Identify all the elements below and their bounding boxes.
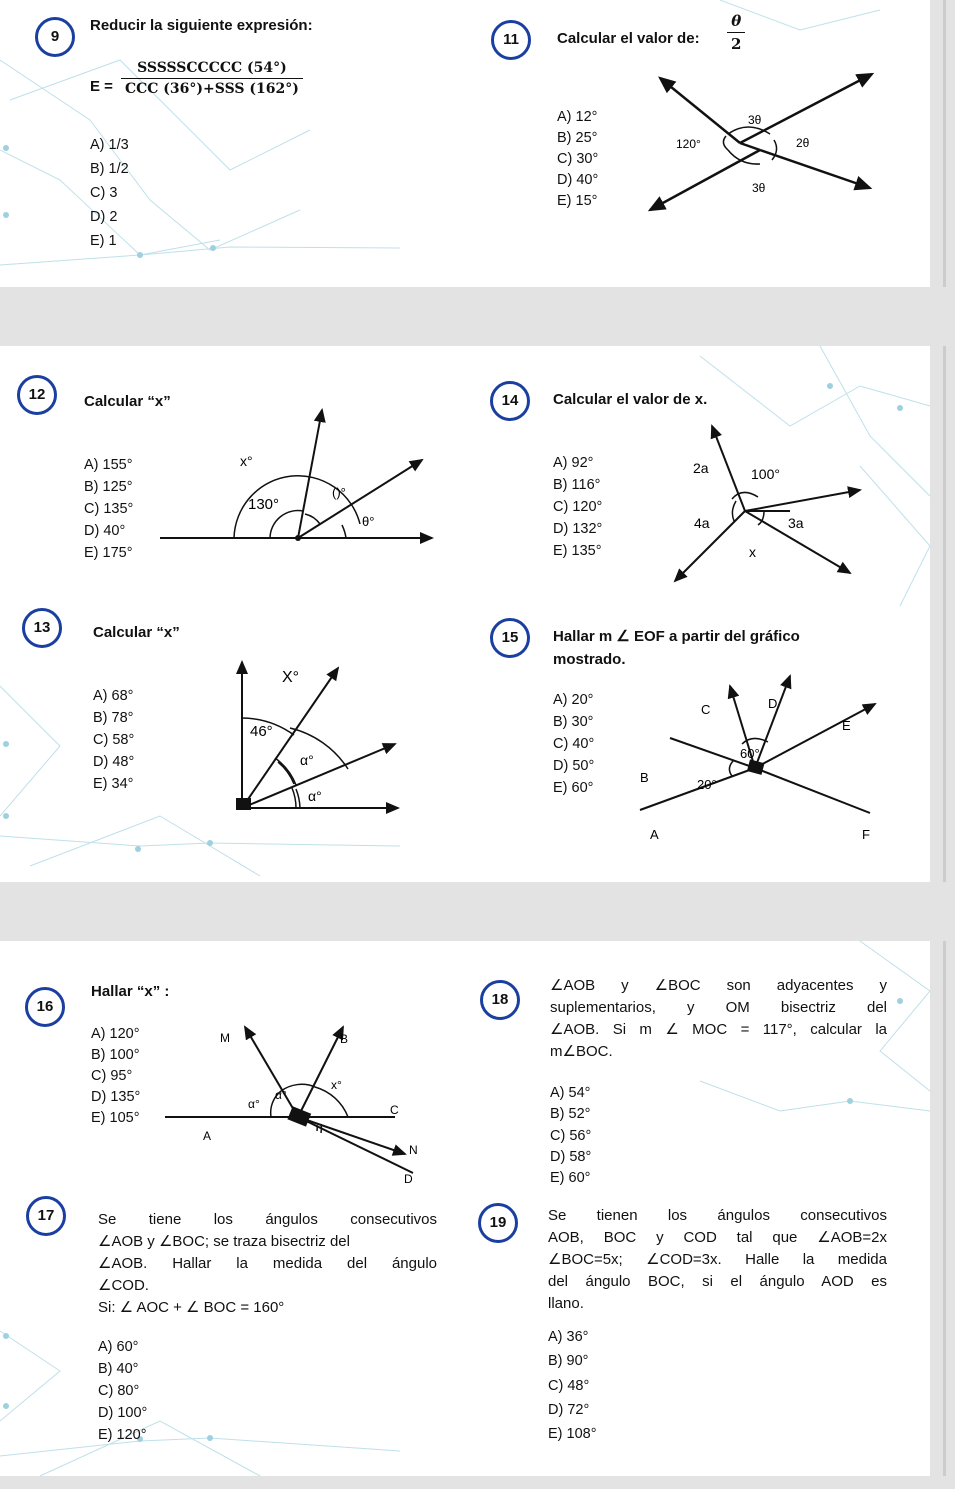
- q9-e-label: E =: [90, 78, 113, 95]
- q14-option-d[interactable]: D) 132°: [553, 521, 603, 537]
- right-edge-bar: [943, 0, 946, 287]
- q14-label-100: 100°: [751, 466, 780, 482]
- q17-line-4: ∠COD.: [98, 1277, 149, 1294]
- q11-figure: [640, 70, 880, 220]
- q11-frac-den: 2: [731, 35, 742, 53]
- right-edge-bar: [943, 346, 946, 882]
- q13-label-46: 46°: [250, 723, 273, 740]
- q12-figure: [160, 404, 445, 549]
- q13-title: Calcular “x”: [93, 624, 180, 641]
- q13-option-c[interactable]: C) 58°: [93, 732, 135, 748]
- q17-text: [98, 1209, 437, 1319]
- q18-option-e[interactable]: E) 60°: [550, 1170, 591, 1186]
- question-number-19: 19: [478, 1203, 518, 1243]
- q19-option-b[interactable]: B) 90°: [548, 1353, 589, 1369]
- q11-fraction: [727, 12, 745, 53]
- q15-label-E: E: [842, 718, 851, 733]
- q15-option-e[interactable]: E) 60°: [553, 780, 594, 796]
- q16-label-D: D: [404, 1172, 413, 1186]
- q13-label-x: X°: [282, 669, 300, 686]
- q15-title-line1: Hallar m ∠ EOF a partir del gráfico: [553, 628, 800, 645]
- q17-option-b[interactable]: B) 40°: [98, 1361, 139, 1377]
- q17-line-1: Se tiene los ángulos consecutivos: [98, 1211, 437, 1228]
- q9-denominator: CCC (36°)+SSS (162°): [125, 81, 299, 97]
- q9-title: Reducir la siguiente expresión:: [90, 17, 313, 34]
- q18-line-4: m∠BOC.: [550, 1043, 613, 1060]
- q12-option-b[interactable]: B) 125°: [84, 479, 133, 495]
- q13-label-alpha2: α°: [308, 788, 322, 804]
- question-number-13: 13: [22, 608, 62, 648]
- q12-option-e[interactable]: E) 175°: [84, 545, 133, 561]
- q15-label-20: 20°: [697, 777, 717, 792]
- q13-option-e[interactable]: E) 34°: [93, 776, 134, 792]
- question-number-17: 17: [26, 1196, 66, 1236]
- q14-option-c[interactable]: C) 120°: [553, 499, 603, 515]
- q16-label-x: x°: [331, 1078, 342, 1092]
- q17-line-5: Si: ∠ AOC + ∠ BOC = 160°: [98, 1299, 285, 1316]
- q16-label-M: M: [220, 1031, 230, 1045]
- q16-title: Hallar “x” :: [91, 983, 170, 1000]
- q17-option-d[interactable]: D) 100°: [98, 1405, 148, 1421]
- q17-option-a[interactable]: A) 60°: [98, 1339, 139, 1355]
- q12-title: Calcular “x”: [84, 393, 171, 410]
- q16-label-N: N: [409, 1143, 418, 1157]
- q16-label-A: A: [203, 1129, 212, 1143]
- q12-option-c[interactable]: C) 135°: [84, 501, 134, 517]
- q19-line-3: ∠BOC=5x; ∠COD=3x. Halle la medida: [548, 1251, 887, 1268]
- q16-option-b[interactable]: B) 100°: [91, 1047, 140, 1063]
- q14-option-e[interactable]: E) 135°: [553, 543, 602, 559]
- q11-frac-num: θ: [727, 12, 745, 33]
- q17-line-3: ∠AOB. Hallar la medida del ángulo: [98, 1255, 437, 1272]
- question-number-11: 11: [491, 20, 531, 60]
- q16-option-c[interactable]: C) 95°: [91, 1068, 133, 1084]
- q16-label-alpha2: α°: [275, 1088, 287, 1102]
- q18-option-c[interactable]: C) 56°: [550, 1128, 592, 1144]
- q16-option-a[interactable]: A) 120°: [91, 1026, 140, 1042]
- question-number-18: 18: [480, 980, 520, 1020]
- q19-option-d[interactable]: D) 72°: [548, 1402, 590, 1418]
- question-number-12: 12: [17, 375, 57, 415]
- q11-title: Calcular el valor de:: [557, 30, 700, 47]
- q15-label-D: D: [768, 696, 778, 711]
- q9-numerator: SSSSSCCCCC (54°): [121, 60, 303, 79]
- q15-option-c[interactable]: C) 40°: [553, 736, 595, 752]
- q14-label-4a: 4a: [694, 515, 710, 531]
- q9-option-e[interactable]: E) 1: [90, 233, 117, 249]
- q16-label-C: C: [390, 1103, 399, 1117]
- q18-line-3: ∠AOB. Si m ∠ MOC = 117°, calcular la: [550, 1021, 887, 1038]
- q16-option-d[interactable]: D) 135°: [91, 1089, 141, 1105]
- q15-label-A: A: [650, 827, 659, 842]
- q19-option-c[interactable]: C) 48°: [548, 1378, 590, 1394]
- q14-figure: [660, 421, 875, 586]
- panel-middle: [0, 346, 930, 882]
- q11-option-d[interactable]: D) 40°: [557, 172, 599, 188]
- question-number-14: 14: [490, 381, 530, 421]
- q11-label-bottom: 3θ: [752, 181, 766, 195]
- q15-label-B: B: [640, 770, 649, 785]
- q9-option-d[interactable]: D) 2: [90, 209, 118, 225]
- q12-label-x: x°: [240, 453, 253, 469]
- q15-label-C: C: [701, 702, 711, 717]
- q11-label-left: 120°: [676, 137, 701, 151]
- q9-option-b[interactable]: B) 1/2: [90, 161, 129, 177]
- q15-title-line2: mostrado.: [553, 651, 626, 668]
- q11-option-e[interactable]: E) 15°: [557, 193, 598, 209]
- q18-text: [550, 975, 887, 1063]
- panel-bottom: [0, 941, 930, 1476]
- q14-option-b[interactable]: B) 116°: [553, 477, 601, 493]
- q12-label-theta: θ°: [362, 514, 375, 529]
- q18-line-1: ∠AOB y ∠BOC son adyacentes y: [550, 977, 887, 994]
- q14-option-a[interactable]: A) 92°: [553, 455, 594, 471]
- q12-option-d[interactable]: D) 40°: [84, 523, 126, 539]
- q17-option-e[interactable]: E) 120°: [98, 1427, 147, 1443]
- q12-label-130: 130°: [248, 496, 280, 513]
- q13-figure: [230, 658, 410, 818]
- q19-text: [548, 1205, 887, 1315]
- question-number-16: 16: [25, 987, 65, 1027]
- q13-label-alpha1: α°: [300, 752, 314, 768]
- right-edge-bar: [943, 941, 946, 1476]
- q19-line-5: llano.: [548, 1295, 584, 1312]
- q19-line-4: del ángulo BOC, si el ángulo AOD es: [548, 1273, 887, 1290]
- q12-label-paren: ()°: [332, 485, 346, 500]
- q15-label-60: 60°: [740, 746, 760, 761]
- q13-option-b[interactable]: B) 78°: [93, 710, 134, 726]
- q19-option-e[interactable]: E) 108°: [548, 1426, 597, 1442]
- q18-option-b[interactable]: B) 52°: [550, 1106, 591, 1122]
- q15-option-b[interactable]: B) 30°: [553, 714, 594, 730]
- q14-label-3a: 3a: [788, 515, 804, 531]
- question-number-9: 9: [35, 17, 75, 57]
- q17-line-2: ∠AOB y ∠BOC; se traza bisectriz del: [98, 1233, 350, 1250]
- q16-label-alpha1: α°: [248, 1097, 260, 1111]
- q17-option-c[interactable]: C) 80°: [98, 1383, 140, 1399]
- q11-option-a[interactable]: A) 12°: [557, 109, 598, 125]
- q13-option-d[interactable]: D) 48°: [93, 754, 135, 770]
- q15-label-F: F: [862, 827, 870, 842]
- q14-label-2a: 2a: [693, 460, 709, 476]
- q16-figure: [165, 1021, 430, 1191]
- q16-label-B: B: [340, 1032, 349, 1046]
- q9-option-a[interactable]: A) 1/3: [90, 137, 129, 153]
- q15-option-d[interactable]: D) 50°: [553, 758, 595, 774]
- q11-label-right: 2θ: [796, 136, 810, 150]
- q13-option-a[interactable]: A) 68°: [93, 688, 134, 704]
- q14-label-x: x: [749, 544, 756, 560]
- q19-option-a[interactable]: A) 36°: [548, 1329, 589, 1345]
- question-number-15: 15: [490, 618, 530, 658]
- q15-figure: [630, 668, 885, 842]
- panel-top: [0, 0, 930, 287]
- q19-line-2: AOB, BOC y COD tal que ∠AOB=2x: [548, 1229, 887, 1246]
- q18-line-2: suplementarios, y OM bisectriz del: [550, 999, 887, 1016]
- q12-option-a[interactable]: A) 155°: [84, 457, 133, 473]
- q16-option-e[interactable]: E) 105°: [91, 1110, 140, 1126]
- q14-title: Calcular el valor de x.: [553, 391, 708, 408]
- q9-fraction: [121, 60, 303, 97]
- q18-option-d[interactable]: D) 58°: [550, 1149, 592, 1165]
- q9-option-c[interactable]: C) 3: [90, 185, 118, 201]
- q11-option-b[interactable]: B) 25°: [557, 130, 598, 146]
- q19-line-1: Se tienen los ángulos consecutivos: [548, 1207, 887, 1224]
- q11-label-top: 3θ: [748, 113, 762, 127]
- q18-option-a[interactable]: A) 54°: [550, 1085, 591, 1101]
- q15-option-a[interactable]: A) 20°: [553, 692, 594, 708]
- q11-option-c[interactable]: C) 30°: [557, 151, 599, 167]
